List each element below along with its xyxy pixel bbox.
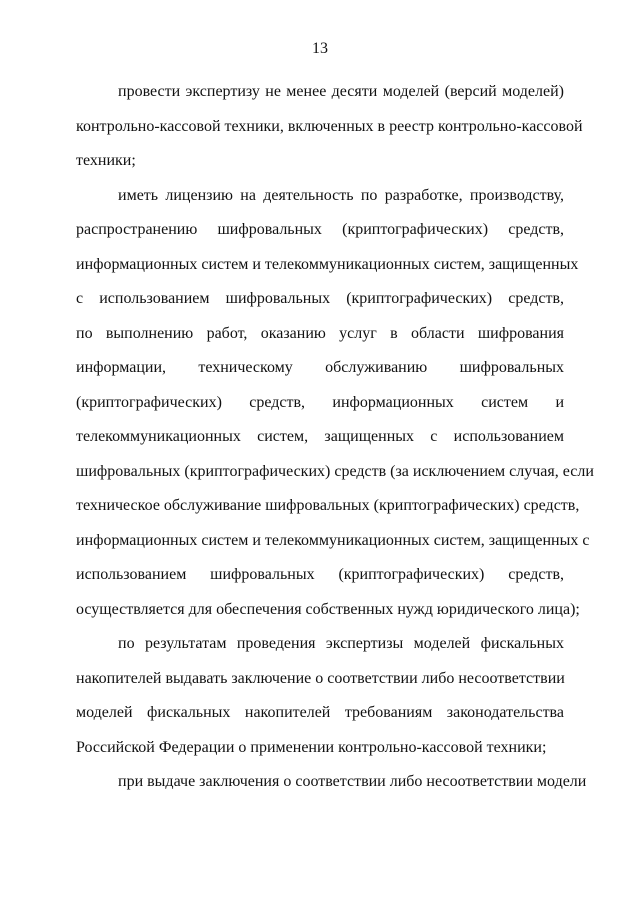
text-line: шифровальных (криптографических) средств (за исключением случая, если	[76, 463, 594, 480]
text-line: техники;	[76, 152, 136, 169]
text-line: провести экспертизу не менее десяти моделей (версий моделей)	[118, 83, 564, 100]
text-line: информационных систем и телекоммуникационных систем, защищенных с	[76, 532, 590, 549]
text-line: использованием шифровальных (криптографических) средств,	[76, 566, 564, 583]
text-line: информационных систем и телекоммуникационных систем, защищенных	[76, 256, 579, 273]
text-line: с использованием шифровальных (криптографических) средств,	[76, 290, 564, 307]
text-line: при выдаче заключения о соответствии либо несоответствии модели	[118, 773, 587, 790]
text-line: техническое обслуживание шифровальных (криптографических) средств,	[76, 497, 580, 514]
text-line: телекоммуникационных систем, защищенных с использованием	[76, 428, 564, 445]
text-line: по результатам проведения экспертизы моделей фискальных	[118, 635, 564, 652]
text-line: (криптографических) средств, информационных систем и	[76, 394, 564, 411]
text-line: распространению шифровальных (криптографических) средств,	[76, 221, 564, 238]
text-line: Российской Федерации о применении контрольно-кассовой техники;	[76, 739, 547, 756]
text-line: моделей фискальных накопителей требованиям законодательства	[76, 704, 564, 721]
text-line: накопителей выдавать заключение о соответствии либо несоответствии	[76, 670, 565, 687]
text-line: контрольно-кассовой техники, включенных в реестр контрольно-кассовой	[76, 118, 583, 135]
text-line: иметь лицензию на деятельность по разработке, производству,	[118, 187, 564, 204]
text-line: по выполнению работ, оказанию услуг в области шифрования	[76, 325, 564, 342]
page-number: 13	[312, 40, 328, 57]
text-line: осуществляется для обеспечения собственных нужд юридического лица);	[76, 601, 580, 618]
text-line: информации, техническому обслуживанию шифровальных	[76, 359, 564, 376]
